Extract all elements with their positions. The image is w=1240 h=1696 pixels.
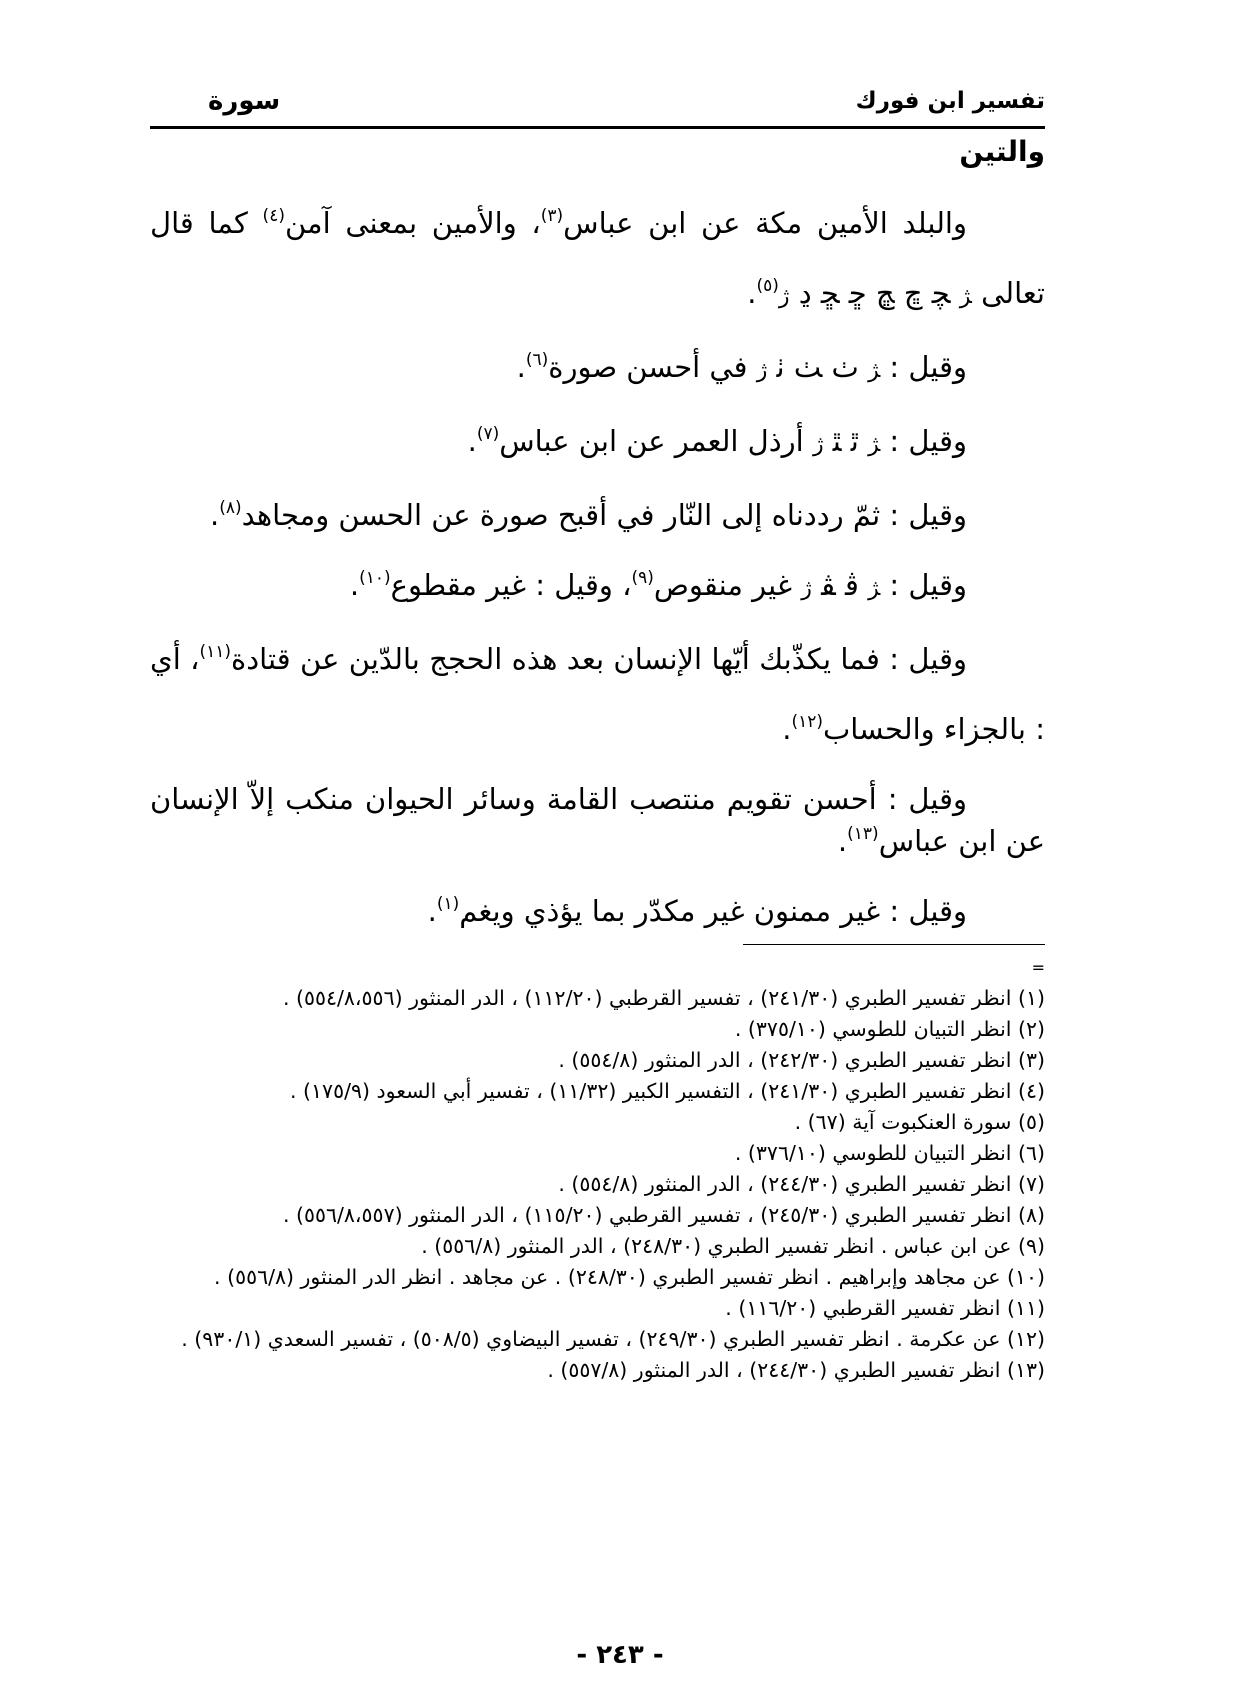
surah-label: سورة: [208, 86, 281, 116]
footnote-item: (١) انظر تفسير الطبري (٢٤١/٣٠) ، تفسير القرطبي (١١٢/٢٠) ، الدر المنثور (٥٥٤/٨،٥٥٦) .: [282, 986, 1045, 1010]
text-run: .: [349, 568, 360, 602]
text-run: وقيل : غير ممنون غير مكدّر بما يؤذي ويغم: [459, 894, 967, 928]
footnote-item: (٥) سورة العنكبوت آية (٦٧) .: [794, 1110, 1045, 1134]
footnote-ref: (٧): [476, 424, 500, 444]
paragraph-5: [150, 480, 1045, 550]
footnote-ref: (١٣): [847, 824, 879, 844]
footnote-ref: (٤): [262, 206, 285, 226]
paragraph-9: [150, 876, 1045, 946]
text-run: .: [209, 498, 220, 532]
text-run: .: [747, 276, 757, 310]
footnote-ref: (٦): [525, 350, 549, 370]
text-run: وقيل : أحسن تقويم منتصب القامة وسائر الحيوان منكب إلاّ الإنسان عن ابن عباس: [150, 782, 1045, 858]
footnote-item: (٤) انظر تفسير الطبري (٢٤١/٣٠) ، التفسير الكبير (١١/٣٢) ، تفسير أبي السعود (١٧٥/٩) .: [290, 1079, 1045, 1103]
footnote-item: (٢) انظر التبيان للطوسي (٣٧٥/١٠) .: [734, 1017, 1045, 1041]
text-run: ، أي : بالجزاء والحساب: [150, 642, 1045, 746]
quran-bracket-open: ﮋ: [868, 576, 881, 601]
text-run: ، وقيل : غير مقطوع: [390, 568, 632, 602]
running-header: [150, 80, 1045, 124]
text-run: والبلد الأمين مكة عن ابن عباس: [563, 206, 967, 240]
text-run: كما قال تعالى: [150, 206, 1045, 310]
footnote-ref: (١٠): [359, 568, 391, 588]
text-run: .: [837, 824, 848, 858]
body-text: [150, 188, 1045, 946]
quran-bracket-open: ﮋ: [868, 432, 881, 457]
book-title: تفسير ابن فورك: [855, 88, 1045, 114]
footnote-ref: (٥): [756, 276, 779, 296]
quran-verse-glyphs: ﭞ ﭟ ﭠ: [776, 350, 859, 384]
paragraph-8: [150, 778, 1045, 862]
footnote-ref: (١): [436, 894, 460, 914]
footnote-item: (١١) انظر تفسير القرطبي (١١٦/٢٠) .: [725, 1296, 1045, 1320]
footnote-ref: (٨): [219, 498, 242, 518]
text-run: .: [467, 424, 477, 458]
footnote-divider: [743, 944, 1045, 945]
page-number: - ٢٤٣ -: [576, 1640, 664, 1670]
paragraph-3: [150, 332, 1045, 406]
footnote-ref: (٣): [540, 206, 564, 226]
footnote-item: (٣) انظر تفسير الطبري (٢٤٢/٣٠) ، الدر المنثور (٥٥٤/٨) .: [558, 1048, 1045, 1072]
quran-verse-glyphs: ﭤ ﭥ: [832, 424, 859, 458]
paragraph-7: [150, 624, 1045, 764]
paragraph-6: [150, 550, 1045, 624]
footnote-item: (٩) عن ابن عباس . انظر تفسير الطبري (٢٤٨/٣٠) ، الدر المنثور (٥٥٦/٨) .: [421, 1234, 1045, 1258]
text-run: ، والأمين بمعنى آمن: [284, 206, 541, 240]
text-run: أرذل العمر عن ابن عباس: [499, 424, 813, 458]
paragraph-1: [150, 188, 1045, 332]
quran-verse-glyphs: ﭬ ﭭ: [821, 568, 859, 602]
text-run: وقيل :: [880, 350, 967, 384]
footnote-item: (٧) انظر تفسير الطبري (٢٤٤/٣٠) ، الدر المنثور (٥٥٤/٨) .: [558, 1172, 1045, 1196]
quran-bracket-close: ﮊ: [812, 432, 824, 457]
footnote-continuation-marker: =: [1031, 958, 1045, 977]
footnotes: [150, 983, 1045, 1386]
footnote-item: (١٣) انظر تفسير الطبري (٢٤٤/٣٠) ، الدر المنثور (٥٥٧/٨) .: [547, 1358, 1045, 1382]
text-run: وقيل : ثمّ رددناه إلى النّار في أقبح صورة عن الحسن ومجاهد: [241, 498, 967, 532]
text-run: .: [427, 894, 437, 928]
surah-name: والتين: [959, 135, 1045, 168]
text-run: وقيل : فما يكذّبك أيّها الإنسان بعد هذه الحجج بالدّين عن قتادة: [231, 642, 967, 676]
quran-bracket-open: ﮋ: [868, 358, 881, 383]
text-run: .: [782, 712, 792, 746]
quran-bracket-close: ﮊ: [756, 358, 768, 383]
quran-bracket-close: ﮊ: [778, 284, 790, 309]
footnote-ref: (١١): [199, 642, 232, 662]
text-run: غير منقوص: [653, 568, 802, 602]
text-run: .: [516, 350, 526, 384]
footnote-ref: (١٢): [791, 712, 823, 732]
text-run: وقيل :: [880, 424, 967, 458]
quran-bracket-close: ﮊ: [801, 576, 812, 601]
footnote-item: (٨) انظر تفسير الطبري (٢٤٥/٣٠) ، تفسير القرطبي (١١٥/٢٠) ، الدر المنثور (٥٥٦/٨،٥٥٧) .: [282, 1203, 1045, 1227]
footnote-item: (٦) انظر التبيان للطوسي (٣٧٦/١٠) .: [734, 1141, 1045, 1165]
quran-bracket-open: ﮋ: [959, 284, 972, 309]
quran-verse-glyphs: ﭽ ﭾ ﭿ ﮀ ﮁ ﮂ: [798, 276, 951, 310]
paragraph-4: [150, 406, 1045, 480]
text-run: في أحسن صورة: [548, 350, 757, 384]
footnote-item: (١٢) عن عكرمة . انظر تفسير الطبري (٢٤٩/٣٠) ، تفسير البيضاوي (٥٠٨/٥) ، تفسير السعدي (٩٣٠/١) .: [181, 1327, 1045, 1351]
footnote-item: (١٠) عن مجاهد وإبراهيم . انظر تفسير الطبري (٢٤٨/٣٠) . عن مجاهد . انظر الدر المنثور (٥٥٦/٨) .: [214, 1265, 1045, 1289]
header-divider: [150, 126, 1045, 129]
text-run: وقيل :: [880, 568, 967, 602]
footnote-ref: (٩): [631, 568, 654, 588]
